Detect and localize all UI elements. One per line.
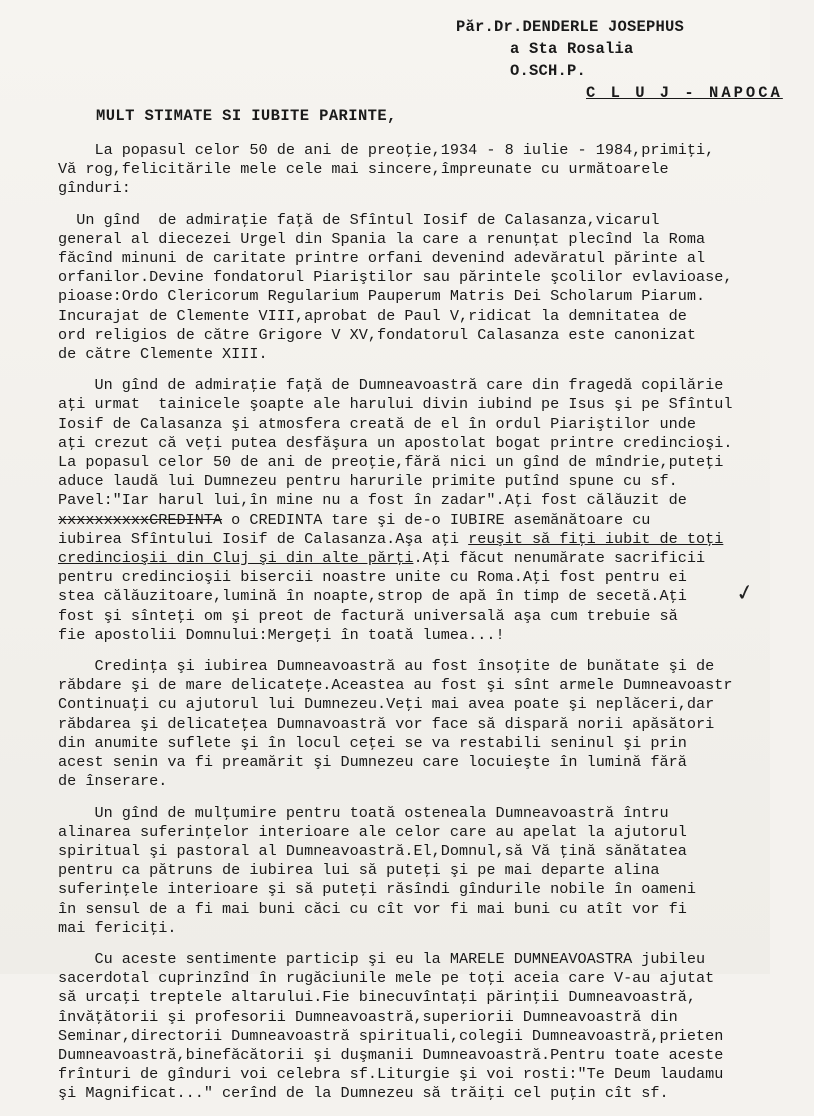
text-line: Un gînd de admiraţie faţă de Dumneavoastră care din fragedă copilărie (58, 376, 724, 395)
text-line: Cu aceste sentimente particip şi eu la MARELE DUMNEAVOASTRA jubileu (58, 949, 706, 968)
text-line: ord religios de către Grigore V XV,fondatorul Calasanza este canonizat (58, 325, 696, 344)
text-line: pioase:Ordo Clericorum Regularium Pauperum Matris Dei Scholarum Piarum. (58, 287, 706, 306)
text-line: Vă rog,felicitările mele cele mai sincere,împreunate cu următoarele (58, 160, 669, 179)
text-line: spiritual şi pastoral al Dumneavoastră.El,Domnul,să Vă ţină sănătatea (58, 841, 687, 860)
text-line: sacerdotal cuprinzînd în rugăciunile mele pe toţi aceia care V-au ajutat (58, 969, 715, 988)
text-line: să urcaţi treptele altarului.Fie binecuvîntaţi părinţii Dumneavoastră, (58, 988, 696, 1007)
address-block (456, 16, 783, 104)
text-line: xxxxxxxxxxCREDINTA o CREDINTA tare şi de-o IUBIRE asemănătoare cu (58, 510, 651, 529)
address-street: a Sta Rosalia (510, 40, 634, 58)
text-line: La popasul celor 50 de ani de preoţie,fără nici un gînd de mîndrie,puteţi (58, 453, 724, 472)
text-line: în sensul de a fi mai buni căci cu cît vor fi mai buni cu atît vor fi (58, 899, 687, 918)
paragraph (58, 141, 766, 199)
text-line: învăţătorii şi profesorii Dumneavoastră,superiorii Dumneavoastră din (58, 1007, 678, 1026)
text-line: stea călăuzitoare,lumină în noapte,strop de apă în timp de secetă.Aţi (58, 587, 687, 606)
text-line: La popasul celor 50 de ani de preoţie,1934 - 8 iulie - 1984,primiţi, (58, 141, 715, 159)
text-line: gînduri: (58, 179, 131, 198)
text-line: din anumite suflete şi în locul ceţei se va restabili seninul şi prin (58, 733, 687, 752)
letter-body (58, 141, 766, 1116)
salutation: MULT STIMATE SI IUBITE PARINTE, (96, 107, 397, 125)
text-line: aţi crezut că veţi putea desfăşura un apostolat bogat printre credincioşi. (58, 433, 733, 452)
text-line: aţi urmat tainicele şoapte ale harului divin iubind pe Isus şi pe Sfîntul (58, 395, 733, 414)
text-line: Continuaţi cu ajutorul lui Dumnezeu.Veţi mai avea poate şi neplăceri,dar (58, 695, 715, 714)
text-line: de către Clemente XIII. (58, 345, 268, 364)
text-line: frînturi de gînduri voi celebra sf.Liturgie şi voi rosti:"Te Deum laudamu (58, 1065, 724, 1084)
paragraph (58, 804, 766, 938)
paragraph (58, 211, 766, 365)
text-line: Credinţa şi iubirea Dumneavoastră au fost însoţite de bunătate şi de (58, 657, 715, 676)
address-city: C L U J - NAPOCA (586, 84, 783, 102)
text-line: iubirea Sfîntului Iosif de Calasanza.Aşa aţi reuşit să fiţi iubit de toţi (58, 529, 724, 548)
struck-text: xxxxxxxxxxCREDINTA (58, 510, 223, 529)
text-line: general al diecezei Urgel din Spania la care a renunţat plecînd la Roma (58, 229, 706, 248)
underlined-text: credincioşii din Cluj şi din alte părţi (58, 549, 414, 568)
text-line: făcînd minuni de caritate printre orfani devenind adevăratul părinte al (58, 249, 706, 268)
text-line: Pavel:"Iar harul lui,în mine nu a fost în zadar".Aţi fost călăuzit de (58, 491, 687, 510)
text-line: răbdarea şi delicateţea Dumnavoastră vor face să dispară norii apăsători (58, 714, 715, 733)
text-line: Seminar,directorii Dumneavoastră spirituali,colegii Dumneavoastră,prieten (58, 1026, 724, 1045)
text-line: Iosif de Calasanza şi atmosfera creată de el în ordul Piariştilor unde (58, 414, 696, 433)
text-line: mai fericiţi. (58, 918, 177, 937)
text-line: alinarea suferinţelor interioare ale celor care au apelat la ajutorul (58, 822, 687, 841)
text-line: de înserare. (58, 772, 168, 791)
text-line: orfanilor.Devine fondatorul Piariştilor sau părintele şcolilor evlavioase, (58, 268, 733, 287)
text-line: pentru credincioşii bisercii noastre unite cu Roma.Aţi fost pentru ei (58, 568, 687, 587)
text-line: acest senin va fi preamărit şi Dumnezeu care locuieşte în lumină fără (58, 753, 687, 772)
text-line: răbdare şi de mare delicateţe.Aceastea au fost şi sînt armele Dumneavoastr (58, 676, 733, 695)
text-line: fie apostolii Domnului:Mergeţi în toată lumea...! (58, 625, 505, 644)
checkmark-icon: ✓ (733, 579, 757, 608)
text-line: fost şi sînteţi om şi preot de factură universală aşa cum trebuie să (58, 606, 678, 625)
address-name: Păr.Dr.DENDERLE JOSEPHUS (456, 18, 685, 36)
text-line: suferinţele interioare şi să puteţi răsîndi gîndurile nobile în oameni (58, 880, 696, 899)
text-line: Dumneavoastră,binefăcătorii şi duşmanii Dumneavoastră.Pentru toate aceste (58, 1045, 724, 1064)
text-line: Incurajat de Clemente VIII,aprobat de Paul V,ridicat la demnitatea de (58, 306, 687, 325)
text-line: credincioşii din Cluj şi din alte părţi.Aţi făcut nenumărate sacrificii (58, 549, 706, 568)
text-line: pentru ca pătruns de iubirea lui să puteţi şi pe mai departe alina (58, 861, 660, 880)
paragraph (58, 376, 766, 645)
text-line: aduce laudă lui Dumnezeu pentru harurile primite putînd spune cu sf. (58, 472, 678, 491)
text-line: şi Magnificat..." cerînd de la Dumnezeu să trăiţi cel puţin cît sf. (58, 1084, 669, 1103)
paragraph (58, 657, 766, 791)
text-line: Un gînd de mulţumire pentru toată osteneala Dumneavoastră întru (58, 803, 669, 822)
paragraph (58, 950, 766, 1104)
underlined-text: reuşit să fiţi iubit de toţi (468, 529, 724, 548)
address-order: O.SCH.P. (510, 62, 587, 80)
text-line: Un gînd de admiraţie faţă de Sfîntul Iosif de Calasanza,vicarul (58, 210, 660, 229)
